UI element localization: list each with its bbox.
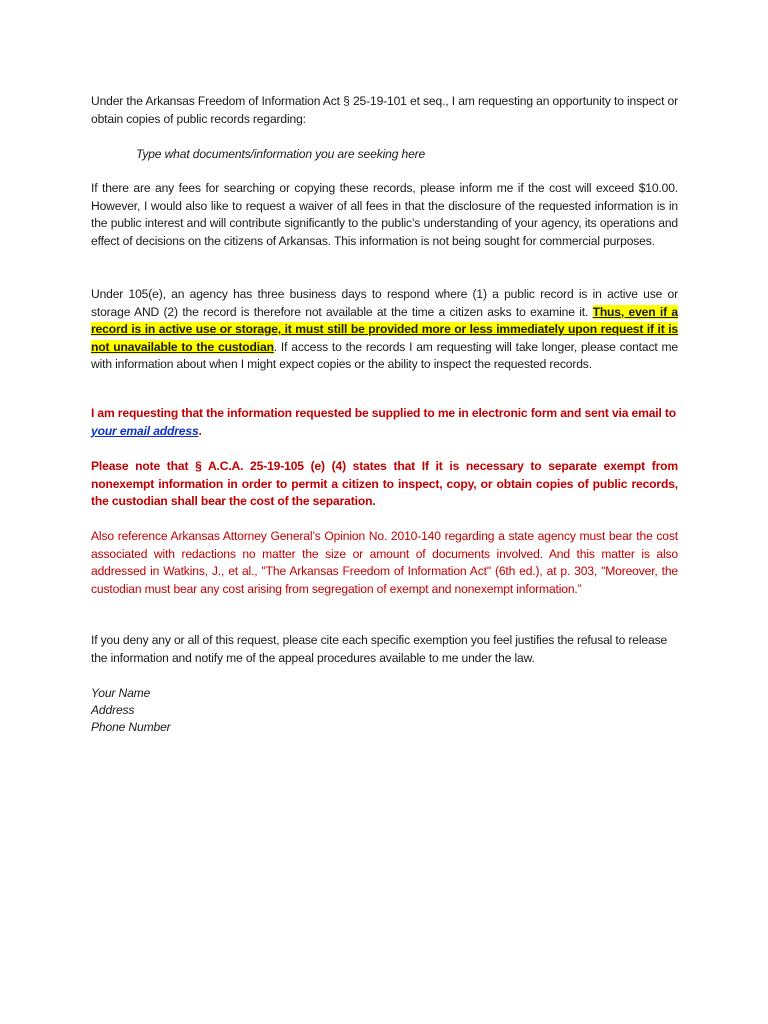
email-address-link[interactable]: your email address xyxy=(91,423,199,438)
electronic-request-tail: . xyxy=(198,423,202,438)
electronic-request-paragraph xyxy=(91,405,678,440)
documents-placeholder: Type what documents/information you are seeking here xyxy=(136,147,426,161)
intro-paragraph: Under the Arkansas Freedom of Information Act § 25-19-101 et seq., I am requesting an opportunity to inspect or obtain copies of public records regarding: xyxy=(91,94,678,126)
response-tail-text: . If access to the records I am requesting will take longer, please contact me with information about when I might expect copies or the ability to inspect the requested records. xyxy=(91,339,678,371)
highlighted-statement: Thus, even if a record is in active use or storage, it must still be provided more or less immediately upon request if it is not unavailable to the custodian xyxy=(91,304,678,354)
response-time-paragraph xyxy=(91,286,678,374)
ag-opinion-paragraph: Also reference Arkansas Attorney General’s Opinion No. 2010-140 regarding a state agency must bear the cost associated with redactions no matter the size or amount of documents involved. And this matter is also addressed in Watkins, J., et al., "The Arkansas Freedom of Information Act" (6th ed.), at p. 303, "Moreover, the custodian must bear any cost arising from segregation of exempt and nonexempt information.” xyxy=(91,529,678,596)
fees-paragraph: If there are any fees for searching or copying these records, please inform me if the cost will exceed $10.00. However, I would also like to request a waiver of all fees in that the disclosure of the requested information is in the public interest and will contribute significantly to the public’s understanding of your agency, its operations and effect of decisions on the citizens of Arkansas. This information is not being sought for commercial purposes. xyxy=(91,181,678,248)
electronic-request-text: I am requesting that the information requested be supplied to me in electronic form and sent via email to xyxy=(91,406,677,420)
aca-note-paragraph: Please note that § A.C.A. 25-19-105 (e) (4) states that If it is necessary to separate exempt from nonexempt information in order to permit a citizen to inspect, copy, or obtain copies of public records, the custodian shall bear the cost of the separation. xyxy=(91,459,678,508)
response-lead-text: Under 105(e), an agency has three business days to respond where (1) a public record is in active use or storage AND (2) the record is therefore not available at the time a citizen asks to examine it. xyxy=(91,287,678,319)
signature-phone: Phone Number xyxy=(91,720,171,734)
signature-address: Address xyxy=(91,703,135,717)
denial-paragraph: If you deny any or all of this request, please cite each specific exemption you feel justifies the refusal to release the information and notify me of the appeal procedures available to me under the law. xyxy=(91,633,668,665)
signature-name: Your Name xyxy=(91,686,151,700)
